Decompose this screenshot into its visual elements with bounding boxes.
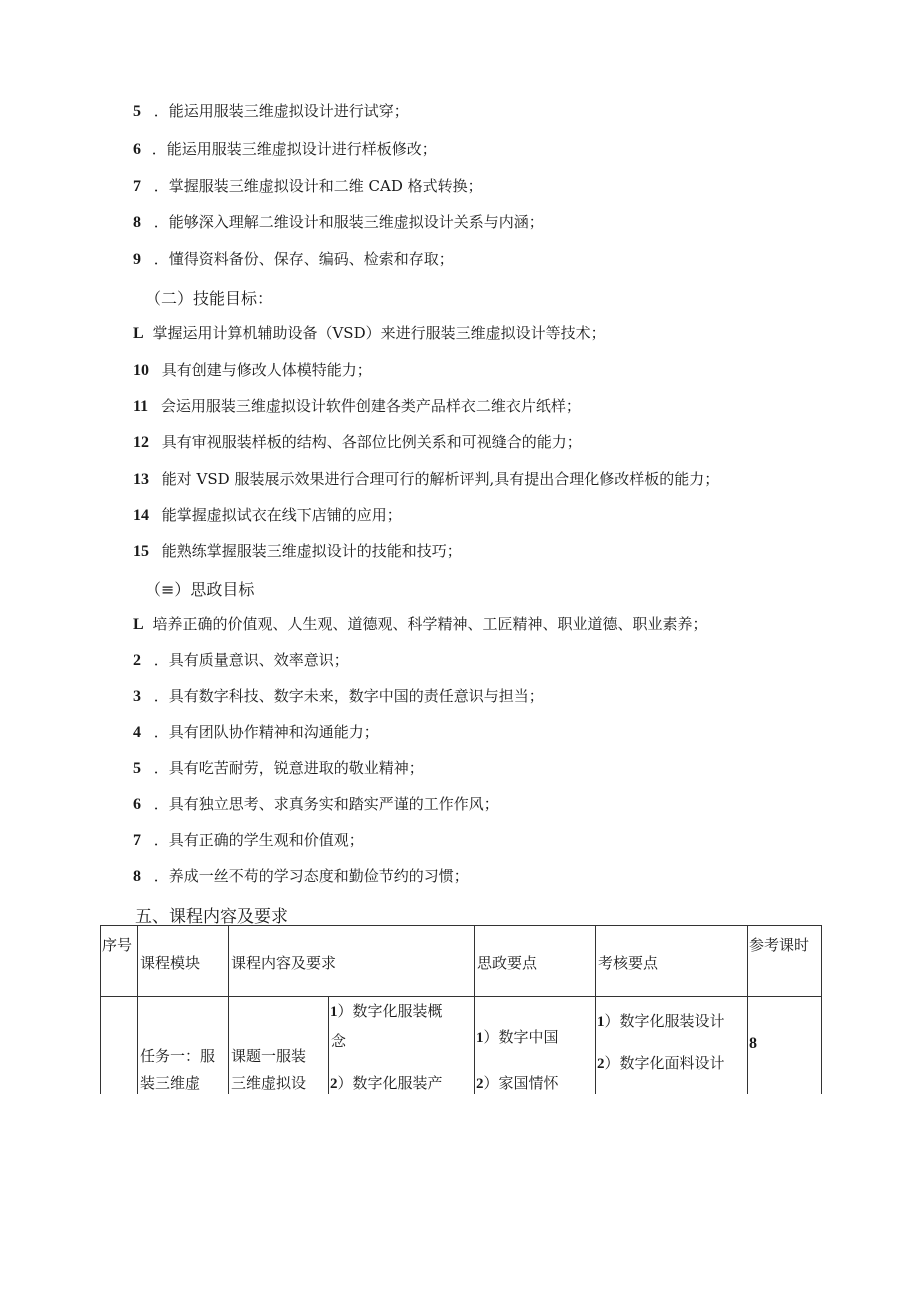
item-text: ．懂得资料备份、保存、编码、检索和存取；	[153, 250, 454, 268]
item-number: L	[133, 325, 144, 342]
item-number: 7	[133, 832, 141, 849]
item-text: ．能运用服装三维虚拟设计进行样板修改；	[151, 140, 437, 158]
item-number: 14	[133, 507, 149, 524]
cell-topic: 课题一服装 三维虚拟设	[229, 997, 329, 1095]
item-text: ．养成一丝不苟的学习态度和勤俭节约的习惯；	[153, 867, 469, 885]
item-number: 3	[133, 688, 141, 705]
item-number: 5	[133, 103, 141, 120]
item-number: 15	[133, 543, 149, 560]
skill-item-11	[133, 396, 581, 417]
ideology-item-1	[133, 614, 707, 635]
item-number: 13	[133, 471, 149, 488]
item-number: 12	[133, 434, 149, 451]
item-number: 2	[133, 652, 141, 669]
ideology-item-5	[133, 758, 424, 779]
item-text: 能对 VSD 服装展示效果进行合理可行的解析评判,具有提出合理化修改样板的能力；	[161, 470, 720, 488]
cell-requirements: 1）数字化服装概 念 2）数字化服装产	[329, 997, 475, 1095]
item-number: 8	[133, 214, 141, 231]
item-text: 能熟练掌握服装三维虚拟设计的技能和技巧；	[161, 542, 462, 560]
item-number: 11	[133, 398, 149, 415]
skill-item-1	[133, 323, 606, 344]
skill-item-12	[133, 432, 582, 453]
item-text: 培养正确的价值观、人生观、道德观、科学精神、工匠精神、职业道德、职业素养；	[152, 615, 708, 633]
skill-item-10	[133, 360, 372, 381]
header-seq: 序号	[101, 926, 138, 997]
skill-item-13	[133, 469, 719, 490]
header-ideology: 思政要点	[475, 926, 596, 997]
item-number: 10	[133, 362, 149, 379]
knowledge-item-5	[133, 101, 409, 122]
item-number: 6	[133, 141, 141, 158]
skill-item-14	[133, 505, 402, 526]
item-text: 会运用服装三维虚拟设计软件创建各类产品样衣二维衣片纸样；	[160, 397, 581, 415]
table-row	[101, 997, 822, 1095]
item-text: ．具有质量意识、效率意识；	[153, 651, 349, 669]
section-title: 五、课程内容及要求	[135, 907, 288, 927]
item-text: ．具有独立思考、求真务实和踏实严谨的工作作风；	[153, 795, 499, 813]
item-text: ．掌握服装三维虚拟设计和二维 CAD 格式转换；	[153, 177, 483, 195]
ideology-heading: （≡）思政目标	[145, 580, 255, 599]
table-header-row	[101, 926, 822, 997]
ideology-item-6	[133, 794, 499, 815]
cell-module: 任务一：服 装三维虚	[138, 997, 229, 1095]
item-text: 掌握运用计算机辅助设备（VSD）来进行服装三维虚拟设计等技术；	[152, 324, 606, 342]
item-number: 8	[133, 868, 141, 885]
item-text: 具有审视服装样板的结构、各部位比例关系和可视缝合的能力；	[161, 433, 582, 451]
cell-seq	[101, 997, 138, 1095]
knowledge-item-7	[133, 176, 483, 197]
item-text: 具有创建与修改人体模特能力；	[161, 361, 372, 379]
ideology-item-2	[133, 650, 349, 671]
item-number: 9	[133, 251, 141, 268]
header-content: 课程内容及要求	[229, 926, 475, 997]
item-text: ．具有数字科技、数字未来，数字中国的责任意识与担当；	[153, 687, 544, 705]
knowledge-item-9	[133, 249, 454, 270]
item-text: 能掌握虚拟试衣在线下店铺的应用；	[161, 506, 402, 524]
cell-assessment-points: 1）数字化服装设计 2）数字化面料设计	[596, 997, 748, 1095]
item-text: ．具有正确的学生观和价值观；	[153, 831, 364, 849]
header-hours: 参考课时	[748, 926, 822, 997]
knowledge-item-8	[133, 212, 544, 233]
item-number: 4	[133, 724, 141, 741]
item-number: 6	[133, 796, 141, 813]
item-number: 7	[133, 178, 141, 195]
item-number: L	[133, 616, 144, 633]
cell-ideology-points: 1）数字中国 2）家国情怀	[475, 997, 596, 1095]
item-text: ．能运用服装三维虚拟设计进行试穿；	[153, 102, 409, 120]
header-module: 课程模块	[138, 926, 229, 997]
ideology-item-4	[133, 722, 379, 743]
item-number: 5	[133, 760, 141, 777]
header-assessment: 考核要点	[596, 926, 748, 997]
item-text: ．具有团队协作精神和沟通能力；	[153, 723, 379, 741]
cell-hours: 8	[748, 997, 822, 1095]
ideology-item-8	[133, 866, 469, 887]
skill-heading: （二）技能目标：	[145, 289, 274, 308]
knowledge-item-6	[133, 139, 437, 160]
skill-item-15	[133, 541, 462, 562]
course-content-table	[100, 925, 822, 1094]
item-text: ．具有吃苦耐劳，锐意进取的敬业精神；	[153, 759, 424, 777]
ideology-item-3	[133, 686, 544, 707]
ideology-item-7	[133, 830, 364, 851]
item-text: ．能够深入理解二维设计和服装三维虚拟设计关系与内涵；	[153, 213, 544, 231]
